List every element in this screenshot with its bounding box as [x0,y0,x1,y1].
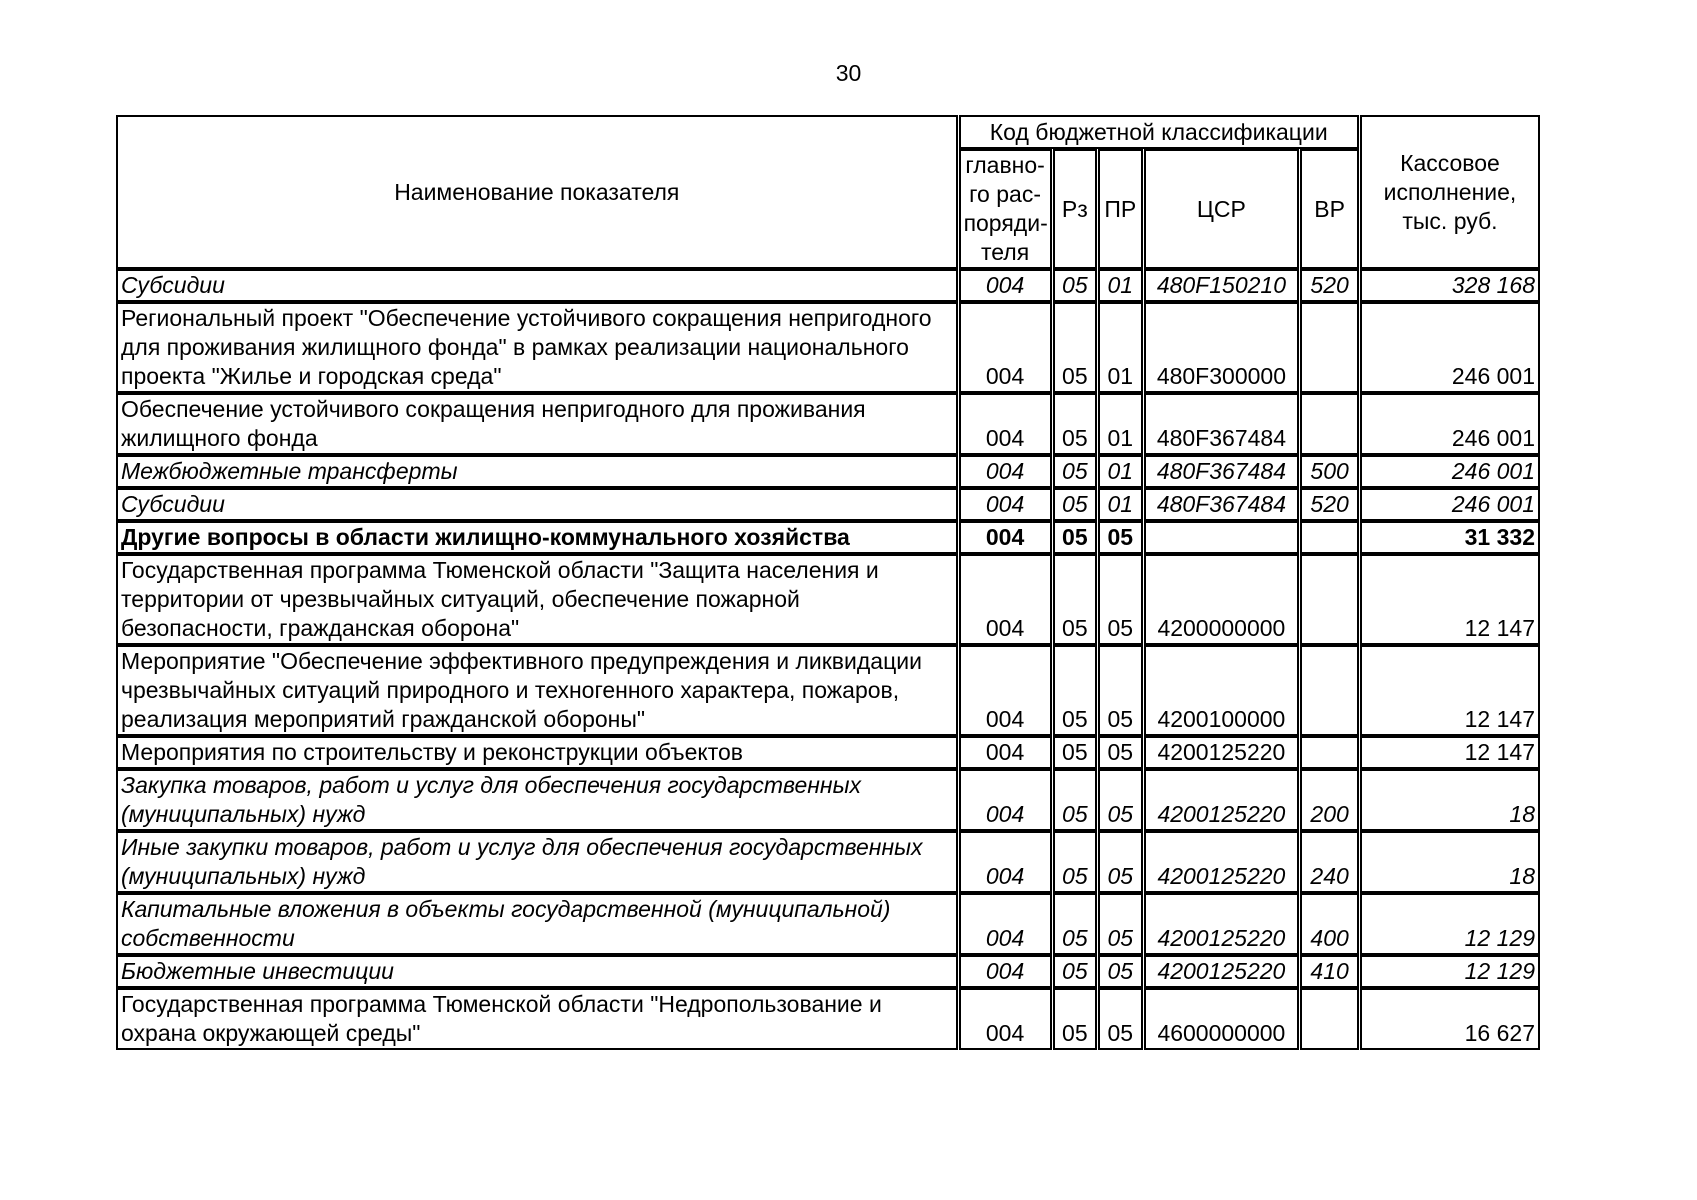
cell-pr: 05 [1099,832,1141,892]
cell-sum: 12 147 [1361,646,1539,735]
cell-csr: 4200125220 [1145,832,1299,892]
cell-pr: 05 [1099,522,1141,553]
table-row [117,770,1539,830]
header-sum [1361,116,1539,268]
header-gr [960,150,1051,268]
table-row [117,737,1539,768]
cell-pr: 01 [1099,489,1141,520]
header-gr-line: главно- [965,152,1045,178]
cell-sum: 18 [1361,770,1539,830]
table-header [117,116,1539,268]
cell-vr [1301,737,1358,768]
cell-csr: 4200125220 [1145,956,1299,987]
cell-rz: 05 [1054,646,1096,735]
cell-vr [1301,646,1358,735]
table-row [117,646,1539,735]
cell-rz: 05 [1054,456,1096,487]
table-row [117,832,1539,892]
cell-name: Мероприятие "Обеспечение эффективного предупреждения и ликвидации чрезвычайных ситуаций природного и техногенного характера, пожаров, реализация мероприятий гражданской обороны" [117,646,957,735]
cell-name: Региональный проект "Обеспечение устойчивого сокращения непригодного для проживания жилищного фонда" в рамках реализации национального проекта "Жилье и городская среда" [117,303,957,392]
cell-csr: 480F367484 [1145,394,1299,454]
cell-sum: 12 129 [1361,894,1539,954]
cell-gr: 004 [960,456,1051,487]
cell-rz: 05 [1054,555,1096,644]
cell-name: Другие вопросы в области жилищно-коммунального хозяйства [117,522,957,553]
cell-sum: 328 168 [1361,270,1539,301]
table-row [117,522,1539,553]
cell-gr: 004 [960,989,1051,1049]
header-rz: Рз [1054,150,1096,268]
cell-gr: 004 [960,894,1051,954]
page-number: 30 [835,60,862,86]
cell-sum: 12 129 [1361,956,1539,987]
table-row [117,303,1539,392]
table-row [117,394,1539,454]
header-name: Наименование показателя [117,116,957,268]
cell-csr: 4200100000 [1145,646,1299,735]
cell-gr: 004 [960,646,1051,735]
cell-rz: 05 [1054,522,1096,553]
cell-vr: 520 [1301,489,1358,520]
cell-pr: 01 [1099,303,1141,392]
cell-gr: 004 [960,394,1051,454]
budget-table [114,114,1542,1051]
table-row [117,489,1539,520]
cell-name: Мероприятия по строительству и реконструкции объектов [117,737,957,768]
cell-sum: 12 147 [1361,555,1539,644]
cell-pr: 05 [1099,770,1141,830]
header-gr-line: го рас- [969,181,1041,207]
cell-name: Государственная программа Тюменской области "Защита населения и территории от чрезвычайных ситуаций, обеспечение пожарной безопасности, гражданская оборона" [117,555,957,644]
cell-gr: 004 [960,303,1051,392]
cell-sum: 31 332 [1361,522,1539,553]
cell-rz: 05 [1054,894,1096,954]
cell-vr [1301,989,1358,1049]
cell-name: Закупка товаров, работ и услуг для обеспечения государственных (муниципальных) нужд [117,770,957,830]
table-row [117,270,1539,301]
table-row [117,956,1539,987]
cell-name: Иные закупки товаров, работ и услуг для обеспечения государственных (муниципальных) нужд [117,832,957,892]
cell-vr [1301,555,1358,644]
cell-vr: 410 [1301,956,1358,987]
cell-vr: 520 [1301,270,1358,301]
cell-sum: 18 [1361,832,1539,892]
cell-rz: 05 [1054,303,1096,392]
cell-gr: 004 [960,737,1051,768]
cell-pr: 05 [1099,894,1141,954]
cell-vr [1301,522,1358,553]
cell-csr: 4200125220 [1145,894,1299,954]
header-sum-line: Кассовое [1400,149,1500,176]
cell-pr: 05 [1099,737,1141,768]
cell-name: Бюджетные инвестиции [117,956,957,987]
cell-sum: 16 627 [1361,989,1539,1049]
cell-pr: 05 [1099,989,1141,1049]
cell-vr [1301,303,1358,392]
cell-name: Капитальные вложения в объекты государственной (муниципальной) собственности [117,894,957,954]
cell-name: Межбюджетные трансферты [117,456,957,487]
cell-gr: 004 [960,832,1051,892]
cell-pr: 05 [1099,555,1141,644]
cell-name: Обеспечение устойчивого сокращения непригодного для проживания жилищного фонда [117,394,957,454]
cell-rz: 05 [1054,270,1096,301]
table-row [117,555,1539,644]
cell-rz: 05 [1054,737,1096,768]
cell-sum: 12 147 [1361,737,1539,768]
cell-sum: 246 001 [1361,489,1539,520]
cell-vr: 400 [1301,894,1358,954]
table-row [117,894,1539,954]
cell-rz: 05 [1054,770,1096,830]
cell-rz: 05 [1054,832,1096,892]
cell-vr [1301,394,1358,454]
cell-rz: 05 [1054,489,1096,520]
cell-vr: 500 [1301,456,1358,487]
cell-csr: 4200125220 [1145,737,1299,768]
header-sum-line: тыс. руб. [1402,207,1498,234]
cell-csr: 480F150210 [1145,270,1299,301]
table-row [117,456,1539,487]
table-row [117,989,1539,1049]
cell-csr: 480F300000 [1145,303,1299,392]
cell-gr: 004 [960,555,1051,644]
cell-name: Государственная программа Тюменской области "Недропользование и охрана окружающей среды" [117,989,957,1049]
cell-vr: 200 [1301,770,1358,830]
header-sum-line: исполнение, [1383,178,1517,205]
cell-sum: 246 001 [1361,303,1539,392]
header-classification-group: Код бюджетной классификации [960,116,1358,148]
cell-gr: 004 [960,770,1051,830]
cell-name: Субсидии [117,489,957,520]
header-pr: ПР [1099,150,1141,268]
cell-gr: 004 [960,522,1051,553]
cell-csr: 4200000000 [1145,555,1299,644]
header-vr: ВР [1301,150,1358,268]
cell-pr: 01 [1099,270,1141,301]
cell-pr: 05 [1099,646,1141,735]
cell-csr: 4200125220 [1145,770,1299,830]
cell-gr: 004 [960,956,1051,987]
cell-csr: 480F367484 [1145,456,1299,487]
cell-vr: 240 [1301,832,1358,892]
cell-gr: 004 [960,270,1051,301]
cell-name: Субсидии [117,270,957,301]
cell-pr: 01 [1099,456,1141,487]
cell-sum: 246 001 [1361,394,1539,454]
cell-rz: 05 [1054,989,1096,1049]
cell-rz: 05 [1054,956,1096,987]
header-gr-line: теля [980,239,1030,265]
cell-pr: 05 [1099,956,1141,987]
cell-sum: 246 001 [1361,456,1539,487]
cell-pr: 01 [1099,394,1141,454]
header-gr-line: поряди- [963,210,1048,236]
cell-csr: 4600000000 [1145,989,1299,1049]
cell-rz: 05 [1054,394,1096,454]
header-csr: ЦСР [1145,150,1299,268]
cell-csr: 480F367484 [1145,489,1299,520]
cell-gr: 004 [960,489,1051,520]
table-body [117,270,1539,1049]
cell-csr [1145,522,1299,553]
